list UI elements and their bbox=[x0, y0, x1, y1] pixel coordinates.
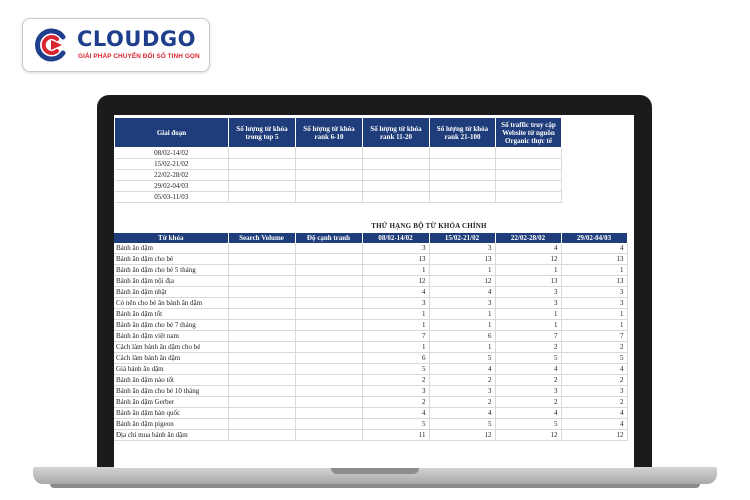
rank-week3-cell[interactable]: 1 bbox=[495, 309, 561, 320]
keyword-cell[interactable]: Bánh ăn dặm bbox=[114, 243, 228, 254]
search-volume-cell[interactable] bbox=[228, 298, 295, 309]
keyword-row bbox=[114, 375, 627, 386]
rank-week4-cell[interactable]: 5 bbox=[561, 353, 627, 364]
rank-week1-cell[interactable]: 11 bbox=[362, 430, 429, 441]
competition-cell[interactable] bbox=[295, 331, 362, 342]
ranking-header-keyword[interactable]: Từ khóa bbox=[114, 233, 228, 243]
summary-empty-cell[interactable] bbox=[363, 192, 430, 203]
rank-week1-cell[interactable]: 6 bbox=[362, 353, 429, 364]
ranking-header-week2[interactable]: 15/02-21/02 bbox=[429, 233, 495, 243]
rank-week4-cell[interactable]: 7 bbox=[561, 331, 627, 342]
keyword-cell[interactable]: Bánh ăn dặm cho bé 5 tháng bbox=[114, 265, 228, 276]
rank-week1-cell[interactable]: 1 bbox=[362, 320, 429, 331]
rank-week3-cell[interactable]: 1 bbox=[495, 320, 561, 331]
rank-week1-cell[interactable]: 4 bbox=[362, 287, 429, 298]
keyword-row bbox=[114, 254, 627, 265]
keyword-cell[interactable]: Bánh ăn dặm pigeon bbox=[114, 419, 228, 430]
rank-week1-cell[interactable]: 3 bbox=[362, 243, 429, 254]
rank-week4-cell[interactable]: 4 bbox=[561, 408, 627, 419]
rank-week4-cell[interactable]: 4 bbox=[561, 419, 627, 430]
summary-header-rank21-100[interactable]: Số lượng từ khóa rank 21-100 bbox=[430, 118, 496, 148]
rank-week2-cell[interactable]: 4 bbox=[429, 408, 495, 419]
rank-week1-cell[interactable]: 2 bbox=[362, 397, 429, 408]
search-volume-cell[interactable] bbox=[228, 386, 295, 397]
search-volume-cell[interactable] bbox=[228, 430, 295, 441]
rank-week3-cell[interactable]: 4 bbox=[495, 243, 561, 254]
rank-week4-cell[interactable]: 1 bbox=[561, 265, 627, 276]
period-cell[interactable]: 22/02-28/02 bbox=[115, 170, 229, 181]
keyword-row bbox=[114, 408, 627, 419]
keyword-cell[interactable]: Bánh ăn dặm Gerber bbox=[114, 397, 228, 408]
keyword-row bbox=[114, 353, 627, 364]
summary-row bbox=[115, 159, 562, 170]
rank-week3-cell[interactable]: 2 bbox=[495, 375, 561, 386]
rank-week2-cell[interactable]: 3 bbox=[429, 298, 495, 309]
laptop-screen bbox=[114, 115, 634, 468]
summary-header-traffic[interactable]: Số traffic truy cập Website từ nguồn Organic thực tế bbox=[496, 118, 562, 148]
keyword-cell[interactable]: Bánh ăn dặm việt nam bbox=[114, 331, 228, 342]
summary-empty-cell[interactable] bbox=[296, 192, 363, 203]
rank-week4-cell[interactable]: 3 bbox=[561, 386, 627, 397]
summary-empty-cell[interactable] bbox=[496, 148, 562, 159]
rank-week3-cell[interactable]: 3 bbox=[495, 287, 561, 298]
summary-empty-cell[interactable] bbox=[363, 159, 430, 170]
rank-week2-cell[interactable]: 4 bbox=[429, 287, 495, 298]
summary-empty-cell[interactable] bbox=[229, 192, 296, 203]
period-cell[interactable]: 05/03-11/03 bbox=[115, 192, 229, 203]
rank-week2-cell[interactable]: 13 bbox=[429, 254, 495, 265]
summary-empty-cell[interactable] bbox=[430, 159, 496, 170]
competition-cell[interactable] bbox=[295, 408, 362, 419]
rank-week2-cell[interactable]: 12 bbox=[429, 430, 495, 441]
keyword-row bbox=[114, 430, 627, 441]
search-volume-cell[interactable] bbox=[228, 408, 295, 419]
rank-week2-cell[interactable]: 5 bbox=[429, 353, 495, 364]
keyword-row bbox=[114, 342, 627, 353]
rank-week2-cell[interactable]: 6 bbox=[429, 331, 495, 342]
keyword-row bbox=[114, 397, 627, 408]
keyword-row bbox=[114, 309, 627, 320]
keyword-cell[interactable]: Giá bánh ăn dặm bbox=[114, 364, 228, 375]
rank-week2-cell[interactable]: 5 bbox=[429, 419, 495, 430]
keyword-cell[interactable]: Bánh ăn dặm hàn quốc bbox=[114, 408, 228, 419]
rank-week1-cell[interactable]: 3 bbox=[362, 386, 429, 397]
competition-cell[interactable] bbox=[295, 419, 362, 430]
summary-row bbox=[115, 181, 562, 192]
rank-week2-cell[interactable]: 1 bbox=[429, 342, 495, 353]
summary-empty-cell[interactable] bbox=[296, 181, 363, 192]
keyword-cell[interactable]: Bánh ăn dặm cho bé 10 tháng bbox=[114, 386, 228, 397]
keyword-cell[interactable]: Địa chỉ mua bánh ăn dặm bbox=[114, 430, 228, 441]
summary-header-period[interactable]: Giai đoạn bbox=[115, 118, 229, 148]
rank-week1-cell[interactable]: 5 bbox=[362, 364, 429, 375]
keyword-row bbox=[114, 276, 627, 287]
search-volume-cell[interactable] bbox=[228, 243, 295, 254]
logo-tagline: GIẢI PHÁP CHUYỂN ĐỔI SỐ TINH GỌN bbox=[78, 53, 200, 60]
rank-week4-cell[interactable]: 3 bbox=[561, 298, 627, 309]
rank-week2-cell[interactable]: 4 bbox=[429, 364, 495, 375]
search-volume-cell[interactable] bbox=[228, 364, 295, 375]
rank-week2-cell[interactable]: 3 bbox=[429, 386, 495, 397]
summary-empty-cell[interactable] bbox=[496, 159, 562, 170]
ranking-title: THỨ HẠNG BỘ TỪ KHÓA CHÍNH bbox=[371, 222, 487, 230]
rank-week2-cell[interactable]: 1 bbox=[429, 320, 495, 331]
competition-cell[interactable] bbox=[295, 265, 362, 276]
rank-week3-cell[interactable]: 3 bbox=[495, 386, 561, 397]
rank-week3-cell[interactable]: 5 bbox=[495, 419, 561, 430]
keyword-row bbox=[114, 331, 627, 342]
competition-cell[interactable] bbox=[295, 309, 362, 320]
rank-week2-cell[interactable]: 12 bbox=[429, 276, 495, 287]
rank-week1-cell[interactable]: 12 bbox=[362, 276, 429, 287]
cloudgo-logo[interactable] bbox=[22, 18, 210, 72]
rank-week4-cell[interactable]: 12 bbox=[561, 430, 627, 441]
keyword-row bbox=[114, 364, 627, 375]
competition-cell[interactable] bbox=[295, 430, 362, 441]
laptop-foot bbox=[50, 484, 700, 488]
summary-empty-cell[interactable] bbox=[296, 170, 363, 181]
competition-cell[interactable] bbox=[295, 342, 362, 353]
keyword-ranking-table bbox=[114, 233, 628, 441]
rank-week3-cell[interactable]: 7 bbox=[495, 331, 561, 342]
summary-row bbox=[115, 170, 562, 181]
period-cell[interactable]: 15/02-21/02 bbox=[115, 159, 229, 170]
competition-cell[interactable] bbox=[295, 353, 362, 364]
keyword-cell[interactable]: Bánh ăn dặm nào tốt bbox=[114, 375, 228, 386]
summary-empty-cell[interactable] bbox=[229, 159, 296, 170]
rank-week4-cell[interactable]: 4 bbox=[561, 243, 627, 254]
competition-cell[interactable] bbox=[295, 320, 362, 331]
summary-row bbox=[115, 192, 562, 203]
search-volume-cell[interactable] bbox=[228, 309, 295, 320]
keyword-cell[interactable]: Bánh ăn dặm cho bé bbox=[114, 254, 228, 265]
summary-empty-cell[interactable] bbox=[430, 192, 496, 203]
competition-cell[interactable] bbox=[295, 364, 362, 375]
search-volume-cell[interactable] bbox=[228, 287, 295, 298]
search-volume-cell[interactable] bbox=[228, 342, 295, 353]
rank-week4-cell[interactable]: 13 bbox=[561, 254, 627, 265]
competition-cell[interactable] bbox=[295, 276, 362, 287]
competition-cell[interactable] bbox=[295, 243, 362, 254]
rank-week1-cell[interactable]: 5 bbox=[362, 419, 429, 430]
summary-empty-cell[interactable] bbox=[496, 181, 562, 192]
rank-week3-cell[interactable]: 4 bbox=[495, 364, 561, 375]
rank-week3-cell[interactable]: 3 bbox=[495, 298, 561, 309]
ranking-header-search-volume[interactable]: Search Volume bbox=[228, 233, 295, 243]
search-volume-cell[interactable] bbox=[228, 331, 295, 342]
ranking-header-competition[interactable]: Độ cạnh tranh bbox=[295, 233, 362, 243]
rank-week4-cell[interactable]: 2 bbox=[561, 375, 627, 386]
summary-empty-cell[interactable] bbox=[363, 181, 430, 192]
keyword-cell[interactable]: Cách làm bánh ăn dặm cho bé bbox=[114, 342, 228, 353]
keyword-row bbox=[114, 265, 627, 276]
summary-header-row bbox=[115, 118, 562, 148]
summary-header-rank11-20[interactable]: Số lượng từ khóa rank 11-20 bbox=[363, 118, 430, 148]
search-volume-cell[interactable] bbox=[228, 353, 295, 364]
summary-header-rank6-10[interactable]: Số lượng từ khóa rank 6-10 bbox=[296, 118, 363, 148]
search-volume-cell[interactable] bbox=[228, 320, 295, 331]
competition-cell[interactable] bbox=[295, 254, 362, 265]
rank-week4-cell[interactable]: 1 bbox=[561, 320, 627, 331]
rank-week3-cell[interactable]: 4 bbox=[495, 408, 561, 419]
period-cell[interactable]: 08/02-14/02 bbox=[115, 148, 229, 159]
summary-empty-cell[interactable] bbox=[496, 170, 562, 181]
summary-empty-cell[interactable] bbox=[229, 181, 296, 192]
summary-header-top5[interactable]: Số lượng từ khóa trong top 5 bbox=[229, 118, 296, 148]
summary-empty-cell[interactable] bbox=[363, 170, 430, 181]
summary-empty-cell[interactable] bbox=[430, 148, 496, 159]
keyword-row bbox=[114, 386, 627, 397]
keyword-cell[interactable]: Bánh ăn dặm nội địa bbox=[114, 276, 228, 287]
ranking-header-week1[interactable]: 08/02-14/02 bbox=[362, 233, 429, 243]
rank-week3-cell[interactable]: 1 bbox=[495, 265, 561, 276]
keyword-cell[interactable]: Cách làm bánh ăn dặm bbox=[114, 353, 228, 364]
rank-week1-cell[interactable]: 7 bbox=[362, 331, 429, 342]
rank-week3-cell[interactable]: 2 bbox=[495, 342, 561, 353]
rank-week4-cell[interactable]: 2 bbox=[561, 397, 627, 408]
keyword-row bbox=[114, 419, 627, 430]
keyword-cell[interactable]: Bánh ăn dặm tốt bbox=[114, 309, 228, 320]
keyword-row bbox=[114, 243, 627, 254]
competition-cell[interactable] bbox=[295, 386, 362, 397]
cloudgo-logo-icon bbox=[33, 28, 69, 62]
search-volume-cell[interactable] bbox=[228, 265, 295, 276]
keyword-row bbox=[114, 298, 627, 309]
summary-table bbox=[114, 117, 562, 203]
keyword-row bbox=[114, 320, 627, 331]
rank-week2-cell[interactable]: 1 bbox=[429, 309, 495, 320]
rank-week3-cell[interactable]: 5 bbox=[495, 353, 561, 364]
rank-week2-cell[interactable]: 1 bbox=[429, 265, 495, 276]
search-volume-cell[interactable] bbox=[228, 276, 295, 287]
summary-empty-cell[interactable] bbox=[296, 159, 363, 170]
keyword-cell[interactable]: Bánh ăn dặm nhật bbox=[114, 287, 228, 298]
rank-week4-cell[interactable]: 2 bbox=[561, 342, 627, 353]
rank-week4-cell[interactable]: 1 bbox=[561, 309, 627, 320]
competition-cell[interactable] bbox=[295, 397, 362, 408]
rank-week1-cell[interactable]: 1 bbox=[362, 309, 429, 320]
logo-name: CLOUDGO bbox=[77, 27, 196, 51]
rank-week4-cell[interactable]: 3 bbox=[561, 287, 627, 298]
search-volume-cell[interactable] bbox=[228, 375, 295, 386]
rank-week1-cell[interactable]: 3 bbox=[362, 298, 429, 309]
keyword-cell[interactable]: Có nên cho bé ăn bánh ăn dặm bbox=[114, 298, 228, 309]
summary-empty-cell[interactable] bbox=[363, 148, 430, 159]
rank-week1-cell[interactable]: 2 bbox=[362, 375, 429, 386]
rank-week3-cell[interactable]: 12 bbox=[495, 254, 561, 265]
keyword-cell[interactable]: Bánh ăn dặm cho bé 7 tháng bbox=[114, 320, 228, 331]
summary-empty-cell[interactable] bbox=[229, 170, 296, 181]
rank-week3-cell[interactable]: 2 bbox=[495, 397, 561, 408]
rank-week2-cell[interactable]: 2 bbox=[429, 375, 495, 386]
summary-empty-cell[interactable] bbox=[296, 148, 363, 159]
rank-week4-cell[interactable]: 13 bbox=[561, 276, 627, 287]
rank-week3-cell[interactable]: 12 bbox=[495, 430, 561, 441]
search-volume-cell[interactable] bbox=[228, 419, 295, 430]
competition-cell[interactable] bbox=[295, 298, 362, 309]
ranking-header-week4[interactable]: 29/02-04/03 bbox=[561, 233, 627, 243]
summary-empty-cell[interactable] bbox=[430, 181, 496, 192]
ranking-header-row bbox=[114, 233, 627, 243]
keyword-row bbox=[114, 287, 627, 298]
laptop-notch bbox=[331, 467, 419, 474]
summary-empty-cell[interactable] bbox=[496, 192, 562, 203]
competition-cell[interactable] bbox=[295, 287, 362, 298]
rank-week2-cell[interactable]: 3 bbox=[429, 243, 495, 254]
ranking-header-week3[interactable]: 22/02-28/02 bbox=[495, 233, 561, 243]
rank-week3-cell[interactable]: 13 bbox=[495, 276, 561, 287]
search-volume-cell[interactable] bbox=[228, 397, 295, 408]
summary-empty-cell[interactable] bbox=[229, 148, 296, 159]
search-volume-cell[interactable] bbox=[228, 254, 295, 265]
rank-week4-cell[interactable]: 4 bbox=[561, 364, 627, 375]
rank-week1-cell[interactable]: 4 bbox=[362, 408, 429, 419]
rank-week1-cell[interactable]: 1 bbox=[362, 265, 429, 276]
rank-week2-cell[interactable]: 2 bbox=[429, 397, 495, 408]
rank-week1-cell[interactable]: 1 bbox=[362, 342, 429, 353]
rank-week1-cell[interactable]: 13 bbox=[362, 254, 429, 265]
summary-empty-cell[interactable] bbox=[430, 170, 496, 181]
competition-cell[interactable] bbox=[295, 375, 362, 386]
period-cell[interactable]: 29/02-04/03 bbox=[115, 181, 229, 192]
summary-row bbox=[115, 148, 562, 159]
